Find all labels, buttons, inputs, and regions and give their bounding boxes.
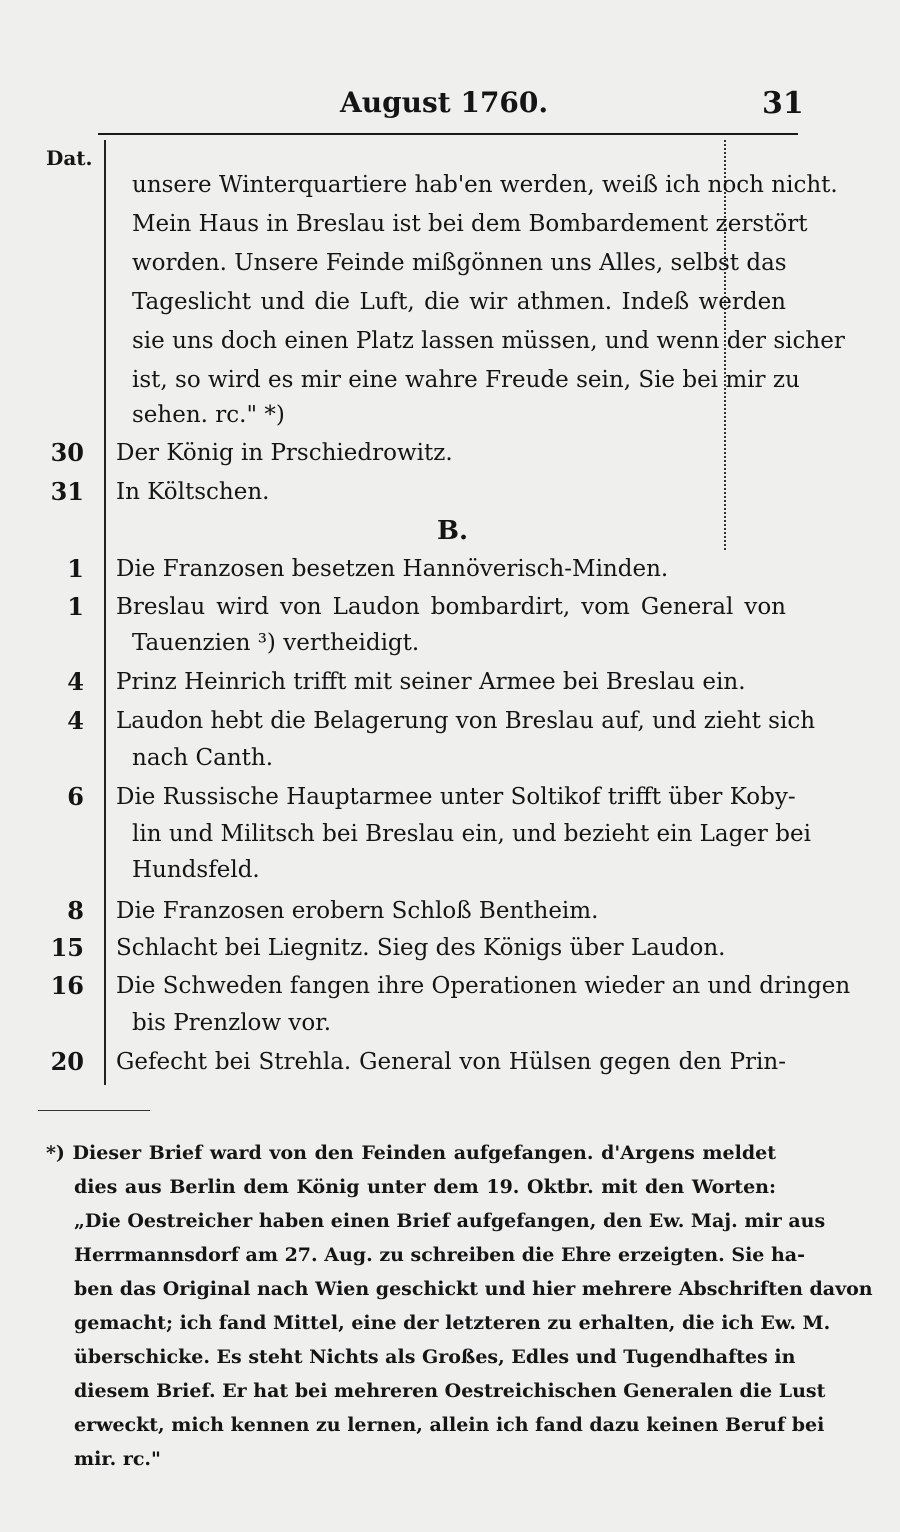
footnote-line: erweckt, mich kennen zu lernen, allein ich fand dazu keinen Beruf bei (74, 1414, 825, 1436)
header-rule (98, 133, 798, 135)
date-column-label: Dat. (46, 146, 93, 170)
text-line: ist, so wird es mir eine wahre Freude sein, Sie bei mir zu (132, 367, 800, 393)
header-title: August 1760. (340, 86, 549, 119)
entry-text: Die Franzosen besetzen Hannöverisch-Minden. (116, 556, 669, 582)
footnote-line: diesem Brief. Er hat bei mehreren Oestreichischen Generalen die Lust (74, 1380, 826, 1402)
entry-date: 31 (50, 477, 84, 506)
entry-date: 30 (50, 438, 84, 467)
text-line: unsere Winterquartiere hab'en werden, weiß ich noch nicht. (132, 172, 838, 198)
entry-text: Laudon hebt die Belagerung von Breslau auf, und zieht sich (116, 708, 816, 734)
entry-text: Gefecht bei Strehla. General von Hülsen gegen den Prin- (116, 1049, 786, 1075)
footnote-rule (38, 1110, 150, 1111)
section-heading: B. (437, 516, 469, 546)
date-column-rule (104, 140, 106, 1085)
footnote-line: Herrmannsdorf am 27. Aug. zu schreiben die Ehre erzeigten. Sie ha- (74, 1244, 805, 1266)
entry-date: 15 (50, 933, 84, 962)
entry-text: Hundsfeld. (132, 857, 260, 883)
footnote-line: dies aus Berlin dem König unter dem 19. Oktbr. mit den Worten: (74, 1176, 776, 1198)
entry-text: Schlacht bei Liegnitz. Sieg des Königs über Laudon. (116, 935, 726, 961)
entry-date: 1 (67, 554, 84, 583)
entry-date: 6 (67, 782, 84, 811)
footnote-line: *) Dieser Brief ward von den Feinden aufgefangen. d'Argens meldet (46, 1142, 776, 1164)
entry-text: lin und Militsch bei Breslau ein, und bezieht ein Lager bei (132, 821, 811, 847)
entry-text: Der König in Prschiedrowitz. (116, 440, 453, 466)
entry-text: nach Canth. (132, 745, 274, 771)
entry-date: 4 (67, 706, 84, 735)
text-line: Mein Haus in Breslau ist bei dem Bombardement zerstört (132, 211, 808, 237)
entry-date: 4 (67, 667, 84, 696)
entry-text: Die Franzosen erobern Schloß Bentheim. (116, 898, 599, 924)
footnote-line: gemacht; ich fand Mittel, eine der letzteren zu erhalten, die ich Ew. M. (74, 1312, 831, 1334)
page-number: 31 (762, 86, 804, 121)
text-line: sehen. rc." *) (132, 402, 285, 428)
footnote-line: „Die Oestreicher haben einen Brief aufgefangen, den Ew. Maj. mir aus (74, 1210, 826, 1232)
text-line: Tageslicht und die Luft, die wir athmen. Indeß werden (132, 289, 786, 315)
entry-date: 8 (67, 896, 84, 925)
entry-date: 20 (50, 1047, 84, 1076)
running-header (0, 82, 900, 122)
entry-date: 1 (67, 592, 84, 621)
entry-text: Die Schweden fangen ihre Operationen wieder an und dringen (116, 973, 851, 999)
entry-text: Die Russische Hauptarmee unter Soltikof trifft über Koby- (116, 784, 796, 810)
entry-text: Tauenzien ³) vertheidigt. (132, 630, 420, 656)
text-line: sie uns doch einen Platz lassen müssen, und wenn der sicher (132, 328, 845, 354)
entry-text: In Költschen. (116, 479, 270, 505)
footnote-line: ben das Original nach Wien geschickt und hier mehrere Abschriften davon (74, 1278, 873, 1300)
text-line: worden. Unsere Feinde mißgönnen uns Alles, selbst das (132, 250, 787, 276)
footnote-line: überschicke. Es steht Nichts als Großes, Edles und Tugendhaftes in (74, 1346, 796, 1368)
entry-text: Breslau wird von Laudon bombardirt, vom General von (116, 594, 786, 620)
entry-text: Prinz Heinrich trifft mit seiner Armee bei Breslau ein. (116, 669, 746, 695)
footnote-line: mir. rc." (74, 1448, 161, 1470)
entry-date: 16 (50, 971, 84, 1000)
entry-text: bis Prenzlow vor. (132, 1010, 332, 1036)
